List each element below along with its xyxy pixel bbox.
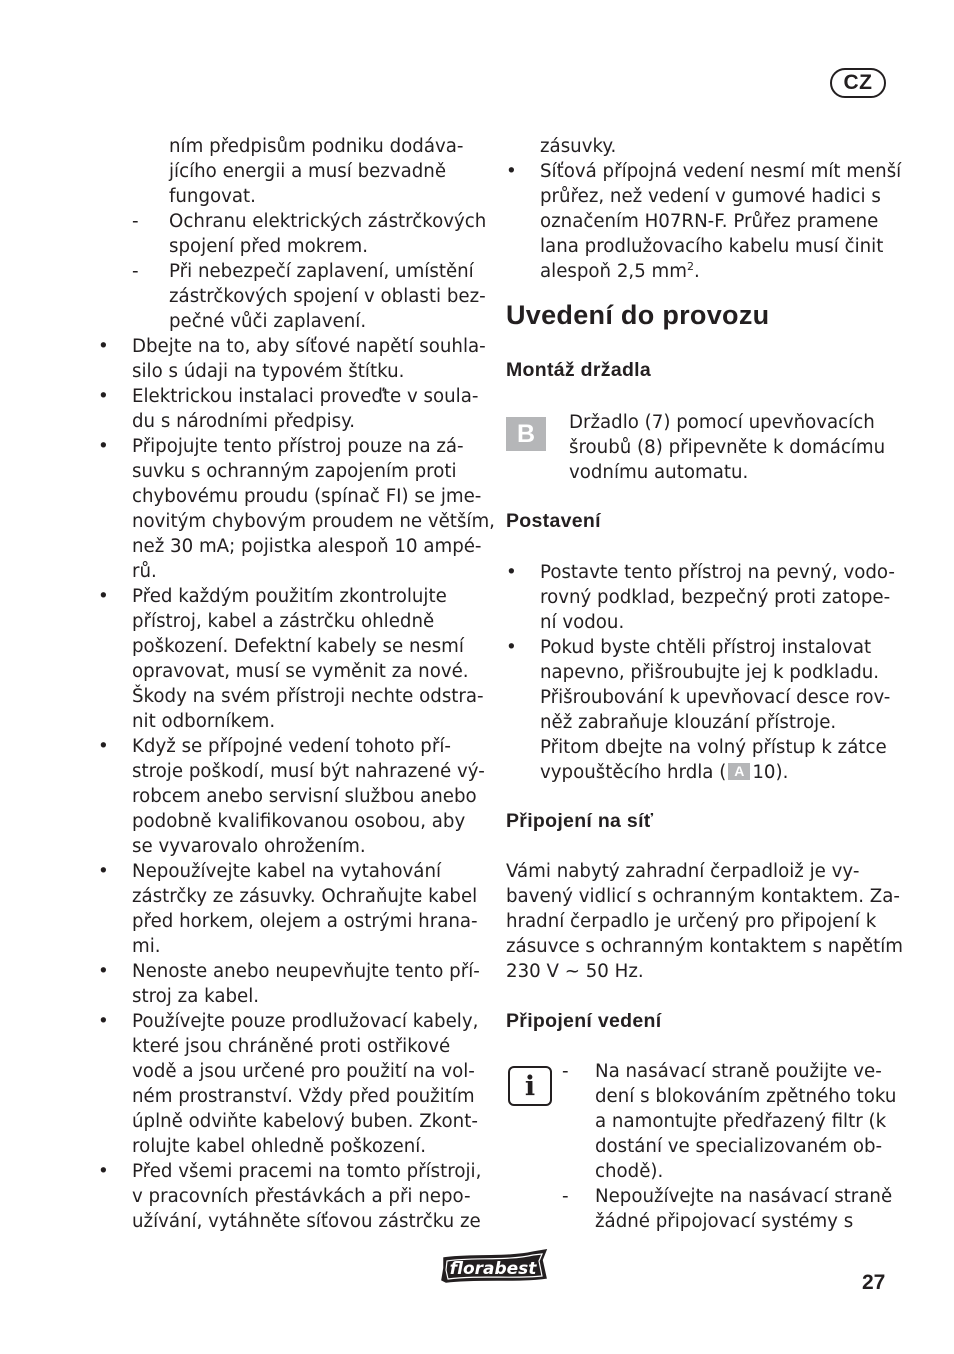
text-line: silo s údaji na typovém štítku. bbox=[132, 361, 405, 382]
text-line: zásuvce s ochranným kontaktem s napětím bbox=[506, 936, 904, 957]
text-line: přístroj, kabel a zástrčku ohledně bbox=[132, 611, 435, 632]
text-line: ní vodou. bbox=[540, 612, 625, 633]
text-line: ním předpisům podniku dodáva- bbox=[169, 136, 464, 157]
bullet-item bbox=[98, 334, 490, 384]
text-line: du s národními předpisy. bbox=[132, 411, 356, 432]
text-line: v pracovních přestávkách a při nepo- bbox=[132, 1186, 471, 1207]
bullet-marker: • bbox=[98, 336, 109, 357]
text-line bbox=[540, 760, 898, 785]
text-line: vodnímu automatu. bbox=[569, 462, 749, 483]
bullet-item bbox=[98, 859, 490, 959]
text-line: dostání ve specializovaném ob- bbox=[595, 1136, 883, 1157]
text-line: se vyvarovalo ohrožením. bbox=[132, 836, 366, 857]
text-line: Přišroubování k upevňovací desce rov- bbox=[540, 687, 891, 708]
right-column-top bbox=[506, 134, 902, 284]
text-fragment: alespoň 2,5 mm bbox=[540, 261, 687, 282]
text-line: Nepoužívejte na nasávací straně bbox=[595, 1186, 893, 1207]
dash-item bbox=[562, 1059, 898, 1184]
superscript: 2 bbox=[686, 260, 694, 273]
text-line: podobně kvalifikovanou osobou, aby bbox=[132, 811, 466, 832]
bullet-item bbox=[506, 635, 898, 785]
bullet-item bbox=[98, 434, 495, 584]
bullet-item bbox=[98, 584, 490, 734]
bullet-item bbox=[98, 384, 490, 434]
text-line: suvku s ochranným zapojením proti bbox=[132, 461, 457, 482]
text-line: Vámi nabytý zahradní čerpadloiž je vy- bbox=[506, 861, 860, 882]
text-line: zástrčky ze zásuvky. Ochraňujte kabel bbox=[132, 886, 478, 907]
section-title: Uvedení do provozu bbox=[506, 300, 770, 330]
text-line: mi. bbox=[132, 936, 161, 957]
text-line: Když se přípojné vedení tohoto pří- bbox=[132, 736, 451, 757]
text-line: rolujte kabel ohledně poškození. bbox=[132, 1136, 427, 1157]
bullet-item bbox=[98, 1009, 490, 1159]
text-line bbox=[540, 259, 896, 284]
bullet-marker: • bbox=[506, 562, 517, 583]
postaveni-list bbox=[506, 560, 898, 785]
text-line: Síťová přípojná vedení nesmí mít menší bbox=[540, 161, 902, 182]
text-line: užívání, vytáhněte síťovou zástrčku ze bbox=[132, 1211, 481, 1232]
text-line: před horkem, olejem a ostrými hrana- bbox=[132, 911, 478, 932]
figure-reference-b: B bbox=[506, 417, 546, 451]
text-line: které jsou chráněné proti ostřikové bbox=[132, 1036, 451, 1057]
text-line: označením H07RN-F. Průřez pramene bbox=[540, 211, 879, 232]
text-line: Před všemi pracemi na tomto přístroji, bbox=[132, 1161, 482, 1182]
text-line: napevno, přišroubujte jej k podkladu. bbox=[540, 662, 880, 683]
dash-item bbox=[98, 209, 490, 259]
text-line: Používejte pouze prodlužovací kabely, bbox=[132, 1011, 479, 1032]
text-line: Ochranu elektrických zástrčkových bbox=[169, 211, 487, 232]
text-line: vodě a jsou určené pro použití na vol- bbox=[132, 1061, 475, 1082]
bullet-item bbox=[506, 560, 898, 635]
bullet-marker: • bbox=[98, 861, 109, 882]
dash-marker: - bbox=[562, 1061, 569, 1082]
text-line: Nenoste anebo neupevňujte tento pří- bbox=[132, 961, 480, 982]
florabest-logo bbox=[438, 1248, 550, 1286]
text-line: chybovému proudu (spínač FI) se jme- bbox=[132, 486, 482, 507]
text-line: nit odborníkem. bbox=[132, 711, 276, 732]
dash-item bbox=[98, 259, 490, 334]
text-line: Elektrickou instalaci proveďte v soula- bbox=[132, 386, 479, 407]
subsection-heading-montaz: Montáž držadla bbox=[506, 359, 652, 381]
text-line: poškození. Defektní kabely se nesmí bbox=[132, 636, 464, 657]
text-line: něž zabraňuje klouzání přístroje. bbox=[540, 712, 837, 733]
text-line: Držadlo (7) pomocí upevňovacích bbox=[569, 412, 875, 433]
subsection-heading-pripojeni-vedeni: Připojení vedení bbox=[506, 1010, 662, 1032]
continued-paragraph bbox=[98, 134, 490, 209]
text-line: Před každým použitím zkontrolujte bbox=[132, 586, 447, 607]
text-line: rů. bbox=[132, 561, 157, 582]
subsection-heading-postaveni: Postavení bbox=[506, 510, 601, 532]
bullet-marker: • bbox=[98, 1011, 109, 1032]
bullet-marker: • bbox=[98, 586, 109, 607]
text-line: Při nebezpečí zaplavení, umístění bbox=[169, 261, 474, 282]
montaz-paragraph bbox=[569, 410, 885, 485]
info-icon: i bbox=[508, 1066, 552, 1106]
text-line: zástrčkových spojení v oblasti bez- bbox=[169, 286, 486, 307]
logo-text: florabest bbox=[449, 1259, 537, 1279]
pripojeni-sit-paragraph bbox=[506, 859, 903, 984]
bullet-item bbox=[98, 1159, 490, 1234]
language-badge: CZ bbox=[830, 68, 886, 98]
text-line: rovný podklad, bezpečný proti zatope- bbox=[540, 587, 891, 608]
text-line: chodě). bbox=[595, 1161, 664, 1182]
text-line: úplně odviňte kabelový buben. Zkont- bbox=[132, 1111, 478, 1132]
text-line: Postavte tento přístroj na pevný, vodo- bbox=[540, 562, 895, 583]
text-line: zásuvky. bbox=[540, 136, 617, 157]
text-line: a namontujte předřazený filtr (k bbox=[595, 1111, 887, 1132]
bullet-marker: • bbox=[98, 386, 109, 407]
text-line: Připojujte tento přístroj pouze na zá- bbox=[132, 436, 464, 457]
bullet-marker: • bbox=[98, 736, 109, 757]
bullet-item bbox=[98, 734, 490, 859]
dash-marker: - bbox=[132, 261, 139, 282]
text-line: jícího energii a musí bezvadně bbox=[169, 161, 447, 182]
text-line: ném prostranství. Vždy před použitím bbox=[132, 1086, 475, 1107]
bullet-marker: • bbox=[98, 436, 109, 457]
text-line: dení s blokováním zpětného toku bbox=[595, 1086, 897, 1107]
text-line: průřez, než vedení v gumové hadici s bbox=[540, 186, 881, 207]
text-line: žádné připojovací systémy s bbox=[595, 1211, 854, 1232]
dash-marker: - bbox=[562, 1186, 569, 1207]
subsection-heading-pripojeni-sit: Připojení na síť bbox=[506, 810, 654, 832]
text-line: Pokud byste chtěli přístroj instalovat bbox=[540, 637, 872, 658]
text-line: spojení před mokrem. bbox=[169, 236, 369, 257]
bullet-marker: • bbox=[506, 161, 517, 182]
bullet-marker: • bbox=[98, 1161, 109, 1182]
text-line: 230 V ~ 50 Hz. bbox=[506, 961, 644, 982]
text-line: bavený vidlicí s ochranným kontaktem. Za- bbox=[506, 886, 900, 907]
text-line: Dbejte na to, aby síťové napětí souhla- bbox=[132, 336, 486, 357]
left-column bbox=[98, 134, 495, 1234]
text-line: Škody na svém přístroji nechte odstra- bbox=[132, 686, 484, 707]
bullet-marker: • bbox=[98, 961, 109, 982]
text-line: hradní čerpadlo je určený pro připojení k bbox=[506, 911, 877, 932]
text-line: novitým chybovým proudem ne větším, bbox=[132, 511, 495, 532]
text-line: pečné vůči zaplavení. bbox=[169, 311, 367, 332]
pripojeni-vedeni-list bbox=[562, 1059, 898, 1234]
text-line: fungovat. bbox=[169, 186, 256, 207]
dash-item bbox=[562, 1184, 898, 1234]
figure-reference-a: A bbox=[728, 763, 750, 780]
text-line: Nepoužívejte kabel na vytahování bbox=[132, 861, 442, 882]
text-line: Přitom dbejte na volný přístup k zátce bbox=[540, 737, 887, 758]
dash-marker: - bbox=[132, 211, 139, 232]
text-line: lana prodlužovacího kabelu musí činit bbox=[540, 236, 884, 257]
text-line: Na nasávací straně použijte ve- bbox=[595, 1061, 882, 1082]
text-line: stroje poškodí, musí být nahrazené vý- bbox=[132, 761, 485, 782]
text-line: stroj za kabel. bbox=[132, 986, 260, 1007]
text-line: než 30 mA; pojistka alespoň 10 ampé- bbox=[132, 536, 482, 557]
text-line: šroubů (8) připevněte k domácímu bbox=[569, 437, 886, 458]
bullet-item bbox=[98, 959, 490, 1009]
text-line: robcem anebo servisní službou anebo bbox=[132, 786, 477, 807]
text-fragment: 10). bbox=[752, 762, 789, 783]
text-fragment: vypouštěcího hrdla ( bbox=[540, 762, 727, 783]
bullet-marker: • bbox=[506, 637, 517, 658]
bullet-item bbox=[506, 159, 902, 284]
text-line: opravovat, musí se vyměnit za nové. bbox=[132, 661, 469, 682]
page-number: 27 bbox=[862, 1271, 886, 1294]
text-fragment: . bbox=[693, 261, 700, 282]
